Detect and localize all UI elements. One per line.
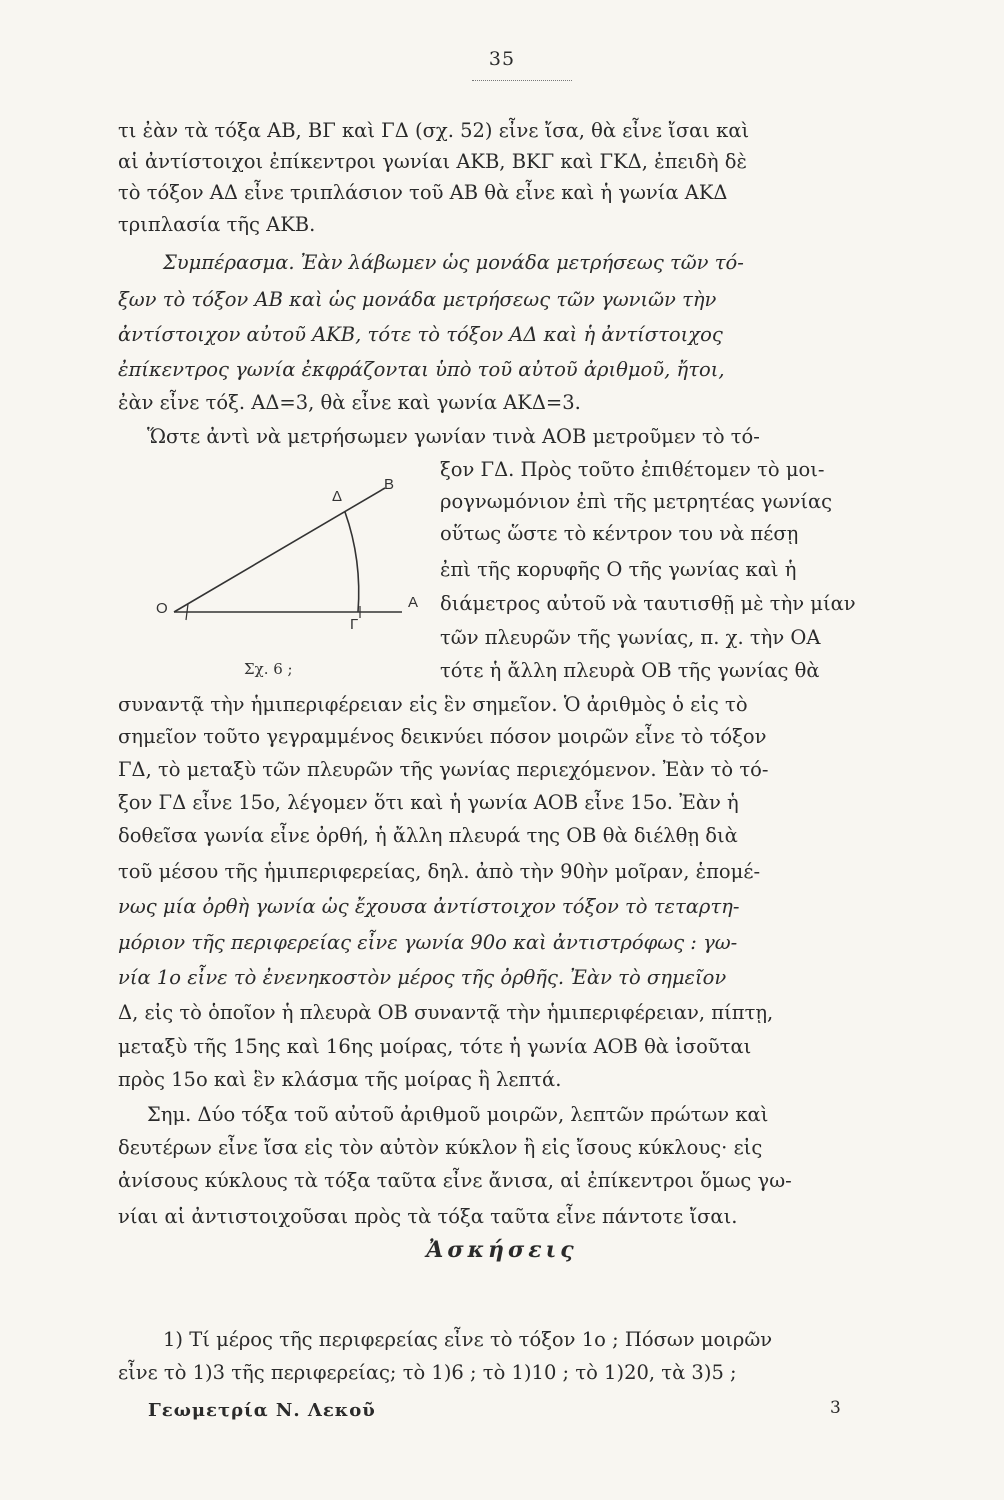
text-line: νία 1ο εἶνε τὸ ἐνενηκοστὸν μέρος τῆς ὀρθῆς. Ἐὰν τὸ σημεῖον [118, 966, 727, 989]
text-line: νίαι αἱ ἀντιστοιχοῦσαι πρὸς τὰ τόξα ταῦτα εἶνε πάντοτε ἴσαι. [118, 1205, 738, 1228]
text-line: Συμπέρασμα. Ἐὰν λάβωμεν ὡς μονάδα μετρήσεως τῶν τό- [163, 251, 744, 274]
text-line: οὕτως ὥστε τὸ κέντρον του νὰ πέσῃ [440, 522, 799, 545]
text-line: Σημ. Δύο τόξα τοῦ αὐτοῦ ἀριθμοῦ μοιρῶν, λεπτῶν πρώτων καὶ [147, 1103, 769, 1126]
figure-drawing [160, 470, 432, 680]
text-line: 1) Τί μέρος τῆς περιφερείας εἶνε τὸ τόξον 1ο ; Πόσων μοιρῶν [163, 1328, 773, 1351]
text-line: ἐπίκεντρος γωνία ἐκφράζονται ὑπὸ τοῦ αὐτοῦ ἀριθμοῦ, ἤτοι, [118, 358, 725, 381]
arc-gd [345, 512, 359, 612]
text-line: μεταξὺ τῆς 15ης καὶ 16ης μοίρας, τότε ἡ γωνία ΑΟΒ θὰ ἰσοῦται [118, 1035, 752, 1058]
text-line: ἐὰν εἶνε τόξ. ΑΔ=3, θὰ εἶνε καὶ γωνία ΑΚΔ=3. [118, 391, 581, 414]
ray-ob [174, 488, 385, 612]
text-line: ξων τὸ τόξον ΑΒ καὶ ὡς μονάδα μετρήσεως τῶν γωνιῶν τὴν [118, 288, 717, 311]
label-b: B [384, 476, 395, 493]
text-line: ἀνίσους κύκλους τὰ τόξα ταῦτα εἶνε ἄνισα, αἱ ἐπίκεντροι ὅμως γω- [118, 1169, 792, 1192]
text-line: πρὸς 15ο καὶ ἓν κλάσμα τῆς μοίρας ἢ λεπτά. [118, 1068, 562, 1091]
text-line: τὸ τόξον ΑΔ εἶνε τριπλάσιον τοῦ ΑΒ θὰ εἶνε καὶ ἡ γωνία ΑΚΔ [118, 181, 728, 204]
text-line: νως μία ὀρθὴ γωνία ὡς ἔχουσα ἀντίστοιχον τόξον τὸ τεταρτη- [118, 895, 740, 918]
text-line: ἀντίστοιχον αὐτοῦ ΑΚΒ, τότε τὸ τόξον ΑΔ καὶ ἡ ἀντίστοιχος [118, 323, 723, 346]
label-g: Γ [350, 616, 359, 633]
label-d: Δ [332, 488, 343, 505]
text-line: τριπλασία τῆς ΑΚΒ. [118, 213, 316, 236]
text-line: δευτέρων εἶνε ἴσα εἰς τὸν αὐτὸν κύκλον ἢ εἰς ἴσους κύκλους· εἰς [118, 1136, 763, 1159]
text-line: διάμετρος αὐτοῦ νὰ ταυτισθῇ μὲ τὴν μίαν [440, 592, 856, 615]
text-line: τῶν πλευρῶν τῆς γωνίας, π. χ. τὴν ΟΑ [440, 626, 821, 649]
text-line: ξον ΓΔ εἶνε 15ο, λέγομεν ὅτι καὶ ἡ γωνία ΑΟΒ εἶνε 15ο. Ἐὰν ἡ [118, 791, 739, 814]
text-line: τι ἐὰν τὰ τόξα ΑΒ, ΒΓ καὶ ΓΔ (σχ. 52) εἶνε ἴσα, θὰ εἶνε ἴσαι καὶ [118, 119, 750, 142]
text-line: ΓΔ, τὸ μεταξὺ τῶν πλευρῶν τῆς γωνίας περιεχόμενον. Ἐὰν τὸ τό- [118, 758, 769, 781]
text-line: σημεῖον τοῦτο γεγραμμένος δεικνύει πόσον μοιρῶν εἶνε τὸ τόξον [118, 725, 767, 748]
figure-angle-diagram [156, 470, 432, 680]
text-line: δοθεῖσα γωνία εἶνε ὀρθή, ἡ ἄλλη πλευρά της ΟΒ θὰ διέλθῃ διὰ [118, 824, 738, 847]
text-line: ἐπὶ τῆς κορυφῆς Ο τῆς γωνίας καὶ ἡ [440, 558, 797, 581]
footer-book-title: Γεωμετρία Ν. Λεκοῦ [148, 1400, 376, 1421]
exercises-heading: Ἀσκήσεις [426, 1237, 578, 1263]
text-line: τότε ἡ ἄλλη πλευρὰ ΟΒ τῆς γωνίας θὰ [440, 659, 820, 682]
text-line: Δ, εἰς τὸ ὁποῖον ἡ πλευρὰ ΟΒ συναντᾷ τὴν ἡμιπεριφέρειαν, πίπτῃ, [118, 1001, 774, 1024]
text-line: τοῦ μέσου τῆς ἡμιπεριφερείας, δηλ. ἀπὸ τὴν 90ὴν μοῖραν, ἑπομέ- [118, 860, 761, 883]
text-line: συναντᾷ τὴν ἡμιπεριφέρειαν εἰς ἓν σημεῖον. Ὁ ἀριθμὸς ὁ εἰς τὸ [118, 693, 748, 716]
figure-caption: Σχ. 6 ; [244, 660, 293, 678]
text-line: ξον ΓΔ. Πρὸς τοῦτο ἐπιθέτομεν τὸ μοι- [440, 458, 825, 481]
page-number: 35 [488, 48, 516, 70]
label-o: O [156, 600, 168, 617]
text-line: αἱ ἀντίστοιχοι ἐπίκεντροι γωνίαι ΑΚΒ, ΒΚΓ καὶ ΓΚΔ, ἐπειδὴ δὲ [118, 150, 747, 173]
text-line: ρογνωμόνιον ἐπὶ τῆς μετρητέας γωνίας [440, 490, 833, 513]
page-number-rule [472, 80, 572, 81]
footer-signature: 3 [830, 1398, 841, 1418]
label-a: A [408, 594, 419, 611]
text-line: εἶνε τὸ 1)3 τῆς περιφερείας; τὸ 1)6 ; τὸ 1)10 ; τὸ 1)20, τὰ 3)5 ; [118, 1361, 737, 1384]
text-line: Ὥστε ἀντὶ νὰ μετρήσωμεν γωνίαν τινὰ ΑΟΒ μετροῦμεν τὸ τό- [147, 425, 760, 448]
text-line: μόριον τῆς περιφερείας εἶνε γωνία 90ο καὶ ἀντιστρόφως : γω- [118, 931, 738, 954]
